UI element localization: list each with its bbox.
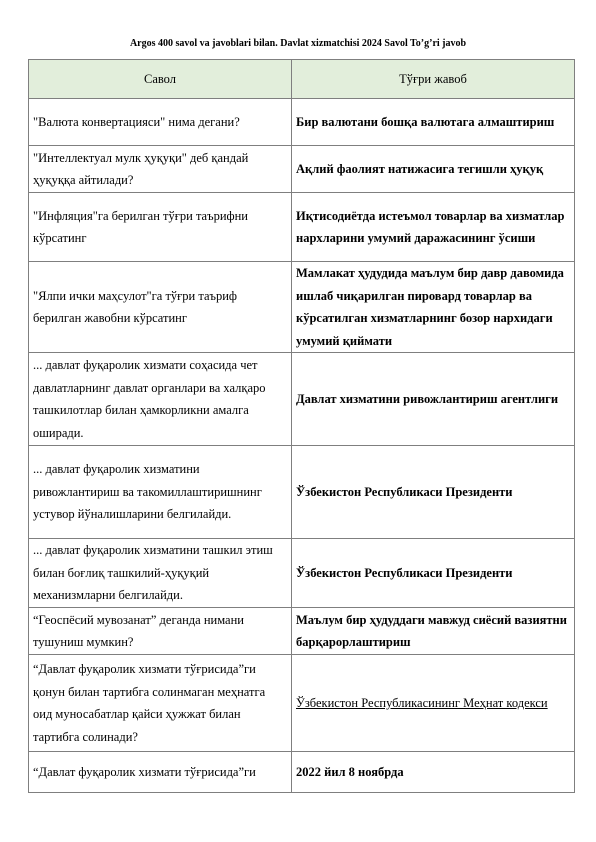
question-cell: “Давлат фуқаролик хизмати тўғрисида”ги қонун билан тартибга солинмаган меҳнатга оид муносабатлар қайси ҳужжат билан тартибга солинади? — [29, 655, 292, 752]
table-row — [29, 655, 575, 752]
table-header-row — [29, 60, 575, 99]
answer-cell: Ўзбекистон Республикаси Президенти — [292, 539, 575, 608]
qa-table — [28, 59, 575, 793]
table-row — [29, 446, 575, 539]
answer-cell: 2022 йил 8 ноябрда — [292, 752, 575, 793]
answer-cell: Давлат хизматини ривожлантириш агентлиги — [292, 353, 575, 446]
table-row — [29, 193, 575, 262]
question-cell: ... давлат фуқаролик хизматини ривожлантириш ва такомиллаштиришнинг устувор йўналишларини белгилайди. — [29, 446, 292, 539]
table-row — [29, 752, 575, 793]
question-cell: "Валюта конвертацияси" нима дегани? — [29, 99, 292, 146]
answer-cell: Ақлий фаолият натижасига тегишли ҳуқуқ — [292, 146, 575, 193]
answer-cell: Мамлакат ҳудудида маълум бир давр давомида ишлаб чиқарилган пировард товарлар ва кўрсатилган хизматларнинг бозор нархидаги умумий қиймати — [292, 262, 575, 353]
answer-cell: Маълум бир ҳудуддаги мавжуд сиёсий вазиятни барқарорлаштириш — [292, 608, 575, 655]
table-row — [29, 99, 575, 146]
answer-cell: Бир валютани бошқа валютага алмаштириш — [292, 99, 575, 146]
answer-cell: Ўзбекистон Республикасининг Меҳнат кодекси — [292, 655, 575, 752]
table-row — [29, 262, 575, 353]
table-row — [29, 353, 575, 446]
column-header-answer: Тўғри жавоб — [292, 60, 575, 99]
table-row — [29, 539, 575, 608]
question-cell: "Интеллектуал мулк ҳуқуқи" деб қандай ҳуқуққа айтилади? — [29, 146, 292, 193]
table-row — [29, 146, 575, 193]
question-cell: ... давлат фуқаролик хизматини ташкил этиш билан боғлиқ ташкилий-ҳуқуқий механизмларни белгилайди. — [29, 539, 292, 608]
question-cell: ... давлат фуқаролик хизмати соҳасида чет давлатларнинг давлат органлари ва халқаро ташкилотлар билан ҳамкорликни амалга оширади. — [29, 353, 292, 446]
column-header-question: Савол — [29, 60, 292, 99]
page-header: Argos 400 savol va javoblari bilan. Davlat xizmatchisi 2024 Savol To’g’ri javob — [129, 38, 467, 49]
question-cell: “Геоспёсий мувозанат” деганда нимани тушуниш мумкин? — [29, 608, 292, 655]
answer-cell: Ўзбекистон Республикаси Президенти — [292, 446, 575, 539]
answer-cell: Иқтисодиётда истеъмол товарлар ва хизматлар нархларини умумий даражасининг ўсиши — [292, 193, 575, 262]
question-cell: "Ялпи ички маҳсулот"га тўғри таъриф берилган жавобни кўрсатинг — [29, 262, 292, 353]
question-cell: "Инфляция"га берилган тўғри таърифни кўрсатинг — [29, 193, 292, 262]
table-row — [29, 608, 575, 655]
question-cell: “Давлат фуқаролик хизмати тўғрисида”ги — [29, 752, 292, 793]
